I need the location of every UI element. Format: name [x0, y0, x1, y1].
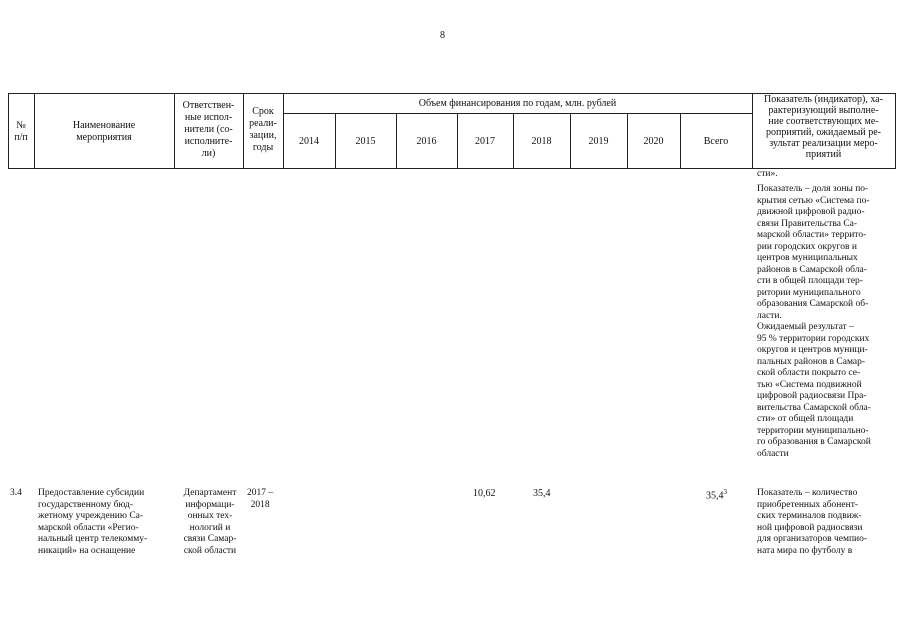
header-col-indicator: Показатель (индикатор), ха- рактеризующий выполне- ние соответствующих ме- роприятий, ожидаемый ре- зультат реализации меро- приятий — [764, 94, 883, 160]
header-col-responsible: Ответствен- ные испол- нители (со- исполните- ли) — [182, 100, 235, 159]
year-2019: 2019 — [588, 136, 609, 147]
year-2020: 2020 — [643, 136, 664, 147]
year-2018: 2018 — [531, 136, 552, 147]
year-2015: 2015 — [355, 136, 376, 147]
year-2016: 2016 — [416, 136, 437, 147]
page-number: 8 — [440, 30, 445, 41]
continued-text: сти». — [757, 169, 778, 179]
row-term: 2017 – 2018 — [247, 488, 274, 510]
row-name: Предоставление субсидии государственному бюд- жетному учреждению Са- марской области «Регио- нальный центр телекомму- никаций» на оснащение — [38, 488, 148, 556]
row-indicator: Показатель – количество приобретенных абонент- ских терминалов подвиж- ной цифровой радиосвязи для организаторов чемпио- ната мира по футболу в — [757, 488, 868, 556]
header-col-name: Наименование мероприятия — [72, 120, 136, 143]
row-total-text: 35,4 — [706, 490, 724, 502]
header-col-term: Срок реали- зации, годы — [249, 106, 277, 153]
year-2014: 2014 — [299, 136, 319, 147]
row-value-2018: 35,4 — [533, 488, 551, 499]
year-total: Всего — [703, 136, 729, 147]
row-value-total — [706, 488, 727, 501]
row-total-note: 3 — [723, 488, 727, 496]
row-value-2017: 10,62 — [473, 488, 496, 499]
header-col-number: № п/п — [14, 120, 28, 143]
row-responsible: Департамент информаци- онных тех- нологий и связи Самар- ской области — [183, 488, 237, 556]
row-number: 3.4 — [10, 488, 22, 498]
header-col-funding: Объем финансирования по годам, млн. рублей — [418, 98, 617, 109]
indicator-block: Показатель – доля зоны по- крытия сетью «Система по- движной цифровой радио- связи Правительства Са- марской области» террито- рии городских округов и центров муниципальных районов в Самарской обла- сти в общей площади тер- ритории муниципального образования Самарской об- ласти. Ожидаемый результат – 95 % территории городских округов и центров муници- пальных районов в Самар- ской области покрыто се- тью «Система подвижной цифровой радиосвязи Пра- вительства Самарской обла- сти» от общей площади территории муниципально- го образования в Самарской области — [757, 184, 871, 459]
year-2017: 2017 — [475, 136, 495, 147]
